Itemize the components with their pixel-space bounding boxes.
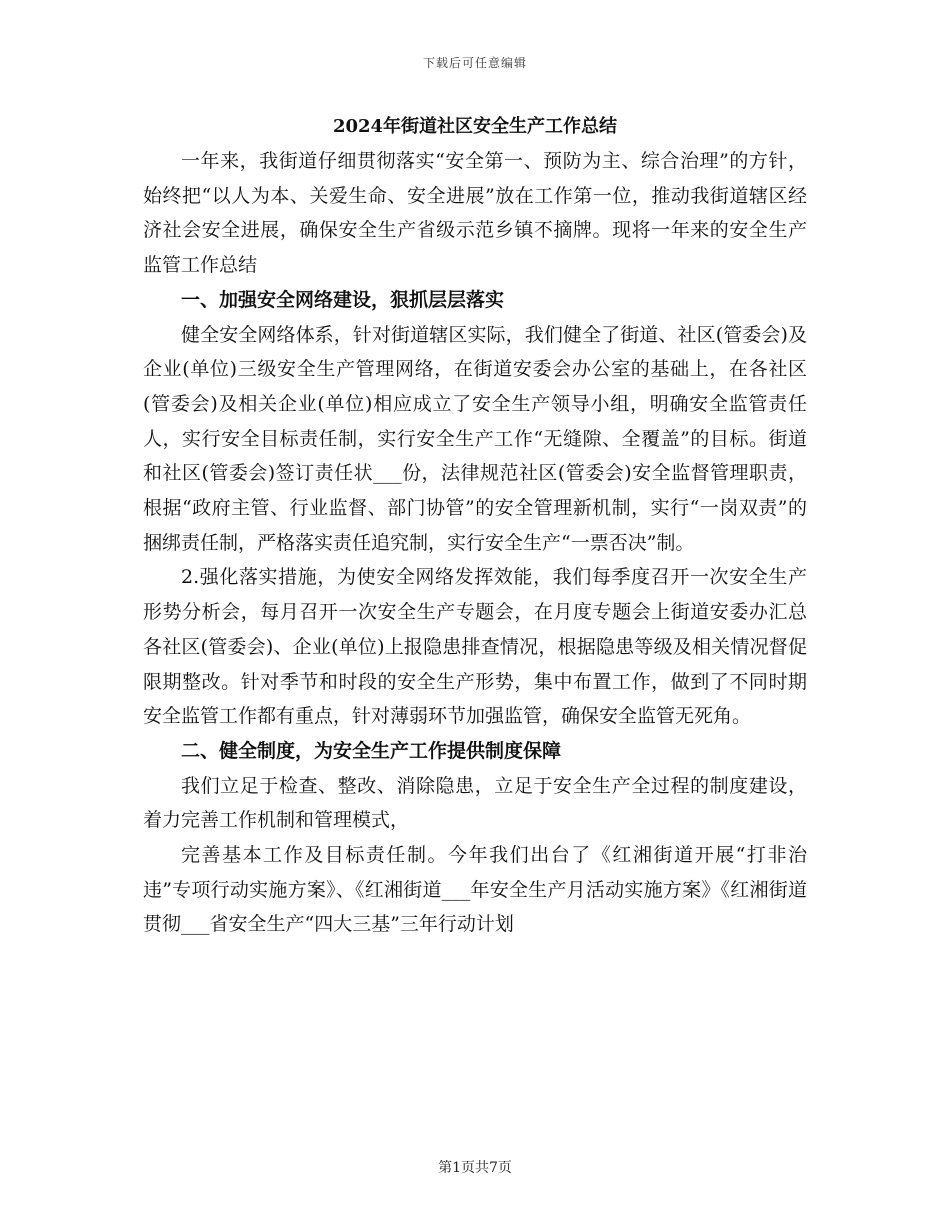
paragraph-responsibility: 完善基本工作及目标责任制。今年我们出台了《红湘街道开展“打非治违”专项行动实施方案》、《红湘街道___年安全生产月活动实施方案》《红湘街道贯彻___省安全生产“四大三基”三年行动计划: [143, 844, 807, 936]
page-number: 第1页共7页: [438, 1160, 512, 1176]
paragraph-intro: 一年来，我街道仔细贯彻落实“安全第一、预防为主、综合治理”的方针，始终把“以人为本、关爱生命、安全进展”放在工作第一位，推动我街道辖区经济社会安全进展，确保安全生产省级示范乡镇不摘牌。现将一年来的安全生产监管工作总结: [143, 150, 807, 277]
paragraph-system: 我们立足于检查、整改、消除隐患，立足于安全生产全过程的制度建设，着力完善工作机制和管理模式，: [143, 774, 807, 832]
header-note: 下载后可任意编辑: [422, 56, 527, 70]
document-body: [143, 110, 807, 942]
paragraph-measures: 2.强化落实措施，为使安全网络发挥效能，我们每季度召开一次安全生产形势分析会，每月召开一次安全生产专题会，在月度专题会上街道安委办汇总各社区(管委会)、企业(单位)上报隐患排查情况，根据隐患等级及相关情况督促限期整改。针对季节和时段的安全生产形势，集中布置工作，做到了不同时期安全监管工作都有重点，针对薄弱环节加强监管，确保安全监管无死角。: [143, 566, 807, 728]
paragraph-network: 健全安全网络体系，针对街道辖区实际，我们健全了街道、社区(管委会)及企业(单位)三级安全生产管理网络，在街道安委会办公室的基础上，在各社区(管委会)及相关企业(单位)相应成立了安全生产领导小组，明确安全监管责任人，实行安全目标责任制，实行安全生产工作“无缝隙、全覆盖”的目标。街道和社区(管委会)签订责任状___份，法律规范社区(管委会)安全监督管理职责，根据“政府主管、行业监督、部门协管”的安全管理新机制，实行“一岗双责”的捆绑责任制，严格落实责任追究制，实行安全生产“一票否决”制。: [143, 323, 807, 554]
document-title: 2024年街道社区安全生产工作总结: [332, 116, 618, 137]
section-heading-1: 一、加强安全网络建设，狠抓层层落实: [181, 288, 505, 311]
section-heading-2: 二、健全制度，为安全生产工作提供制度保障: [181, 739, 562, 762]
